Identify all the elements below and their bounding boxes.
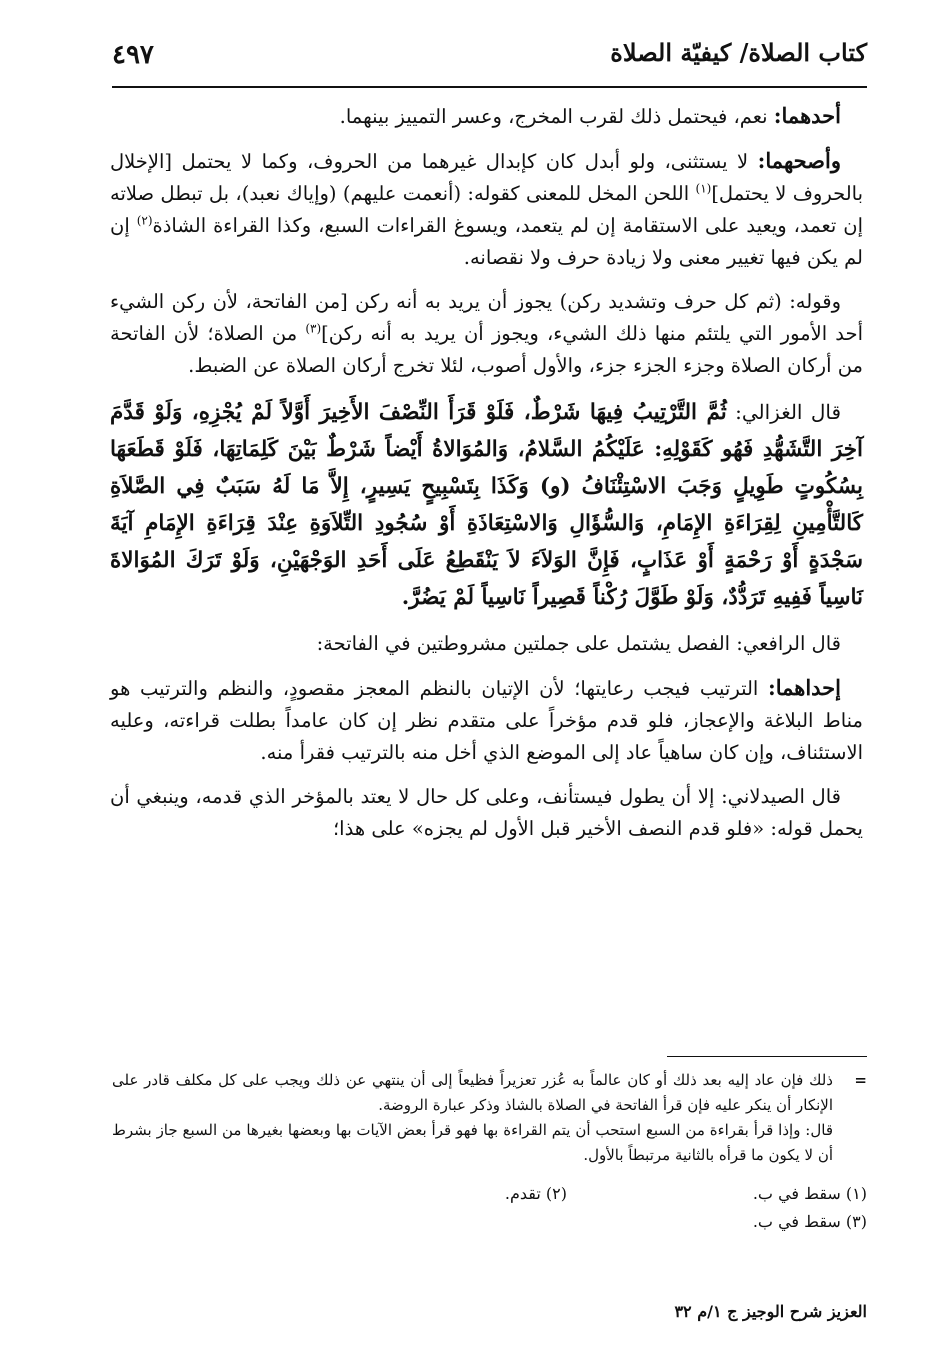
continuation-mark: =: [854, 1071, 867, 1089]
continuation-line-1: ذلك فإن عاد إليه بعد ذلك أو كان عالماً به عُزر تعزيراً فظيعاً إلى أن ينتهي عن ذلك ويجب على كل مكلف قادر على الإنكار أن ينكر عليه فإن قرأ الفاتحة في الصلاة بالشاذ وذكر عبارة الروضة.: [112, 1071, 833, 1114]
footnote-ref-2: (٢): [136, 213, 153, 228]
paragraph-1: [110, 100, 863, 133]
paragraph-text: وقوله: (ثم كل حرف وتشديد ركن) يجوز أن يريد به أنه ركن [من الفاتحة، لأن ركن الشيء أحد الأمور التي يلتئم منها ذلك الشيء، ويجوز أن يريد به أنه ركن]: [110, 290, 863, 345]
footnotes: [112, 1068, 867, 1236]
paragraph-7: [110, 781, 863, 845]
footnote-continuation: [112, 1068, 867, 1168]
paragraph-text: إن لم يكن فيها تغيير معنى ولا زيادة حرف ولا نقصانه.: [110, 214, 863, 269]
paragraph-lead: أحدهما:: [773, 103, 841, 128]
paragraph-lead: إحداهما:: [767, 675, 841, 700]
paragraph-5: [110, 628, 863, 660]
footnote-row: [112, 1208, 867, 1236]
footnote-row: [112, 1180, 867, 1208]
continuation-text: [112, 1068, 833, 1168]
paragraph-text: لا يستثنى، ولو أبدل كان كإبدال غيرهما من الحروف، وكما لا يحتمل [الإخلال بالحروف لا يحتمل]: [110, 150, 864, 205]
paragraph-text: الترتيب فيجب رعايتها؛ لأن الإتيان بالنظم المعجز مقصودٍ، والنظم والترتيب هو مناط البلاغة والإعجاز، فلو قدم مؤخراً على متقدم نظر إن كان عامداً بطلت قراءته، وعليه الاستئناف، وإن كان ساهياً عاد إلى الموضع الذي أخل منه بالترتيب فقرأ منه.: [110, 677, 863, 764]
running-header: [112, 30, 867, 80]
paragraph-text: قال الرافعي: الفصل يشتمل على جملتين مشروطتين في الفاتحة:: [316, 632, 841, 655]
footnote-2: (٢) تقدم.: [504, 1184, 567, 1203]
page-number: ٤٩٧: [112, 40, 154, 70]
footnote-list: [112, 1180, 867, 1236]
footnote-ref-1: (١): [695, 181, 712, 196]
footnote-ref-3: (٣): [305, 321, 322, 336]
paragraph-4-ghazali: [110, 394, 863, 616]
paragraph-text: قال الصيدلاني: إلا أن يطول فيستأنف، وعلى كل حال لا يعتد بالمؤخر الذي قدمه، وينبغي أن يحمل قوله: «فلو قدم النصف الأخير قبل الأول لم يجزه» على هذا؛: [110, 785, 863, 840]
printer-signature: العزيز شرح الوجيز ج ١/م ٣٢: [674, 1302, 867, 1321]
footnote-1: (١) سقط في ب.: [752, 1184, 867, 1203]
paragraph-lead: وأصحهما:: [757, 148, 841, 173]
main-text: [110, 100, 863, 857]
paragraph-2: [110, 145, 863, 274]
paragraph-3: [110, 286, 863, 382]
speaker-label: قال الغزالي:: [726, 400, 841, 424]
paragraph-text: اللحن المخل للمعنى كقوله: (أنعمت عليهم) (وإياك نعبد)، بل تبطل صلاته إن تعمد، ويعيد على الاستقامة إن لم يتعمد، ويسوغ القراءات السبع، وكذا القراءة الشاذة: [110, 182, 863, 237]
footnote-divider: [667, 1056, 867, 1057]
matn-text: ثُمَّ التَّرْتِيبُ فِيهَا شَرْطٌ، فَلَوْ قَرَأَ النِّصْفَ الأَخِيرَ أَوَّلاً لَمْ يُجْزِهِ، وَلَوْ قَدَّمَ آخِرَ التَّشَهُّدِ فَهُو كَقَوْلِهِ: عَلَيْكُمُ السَّلامُ، وَالمُوَالاةُ أَيْضاً شَرْطٌ بَيْنَ كَلِمَاتِهَا، فَلَوْ قَطَعَهَا بِسُكُوتٍ طَوِيلٍ وَجَبَ الاسْتِئْنَافُ (و) وَكَذَا بِتَسْبِيحٍ يَسِيرٍ، إِلاَّ مَا لَهُ سَبَبٌ فِي الصَّلاَةِ كَالتَّأْمِينِ لِقِرَاءَةِ الإِمَامِ، وَالسُّؤَالِ وَالاسْتِعَاذَةِ أَوْ سُجُودِ التِّلاَوَةِ عِنْدَ قِرَاءَةِ الإِمَامِ آيَةَ سَجْدَةٍ أَوْ رَحْمَةٍ أَوْ عَذَابٍ، فَإِنَّ الوَلاَءَ لاَ يَنْقَطِعُ عَلَى أَحَدِ الوَجْهَيْنِ، وَلَوْ تَرَكَ المُوَالاةَ نَاسِياً فَفِيهِ تَرَدُّدٌ، وَلَوْ طَوَّلَ رُكْناً قَصِيراً نَاسِياً لَمْ يَضُرَّ.: [110, 400, 863, 610]
header-divider: [112, 86, 867, 88]
paragraph-6: [110, 672, 863, 769]
chapter-title: كتاب الصلاة/ كيفيّة الصلاة: [610, 38, 867, 67]
paragraph-text: نعم، فيحتمل ذلك لقرب المخرج، وعسر التمييز بينهما.: [339, 105, 774, 128]
footnote-3: (٣) سقط في ب.: [752, 1212, 867, 1231]
continuation-line-2: قال: وإذا قرأ بقراءة من السبع استحب أن يتم القراءة بها فهو قرأ بعض الآيات بها وبعضها بغيرها من السبع جاز بشرط أن لا يكون ما قرأه بالثانية مرتبطاً بالأول.: [112, 1121, 833, 1164]
paragraph-text: من الصلاة؛ لأن الفاتحة من أركان الصلاة وجزء الجزء جزء، والأول أصوب، لئلا تخرج أركان الصلاة عن الضبط.: [110, 322, 863, 377]
